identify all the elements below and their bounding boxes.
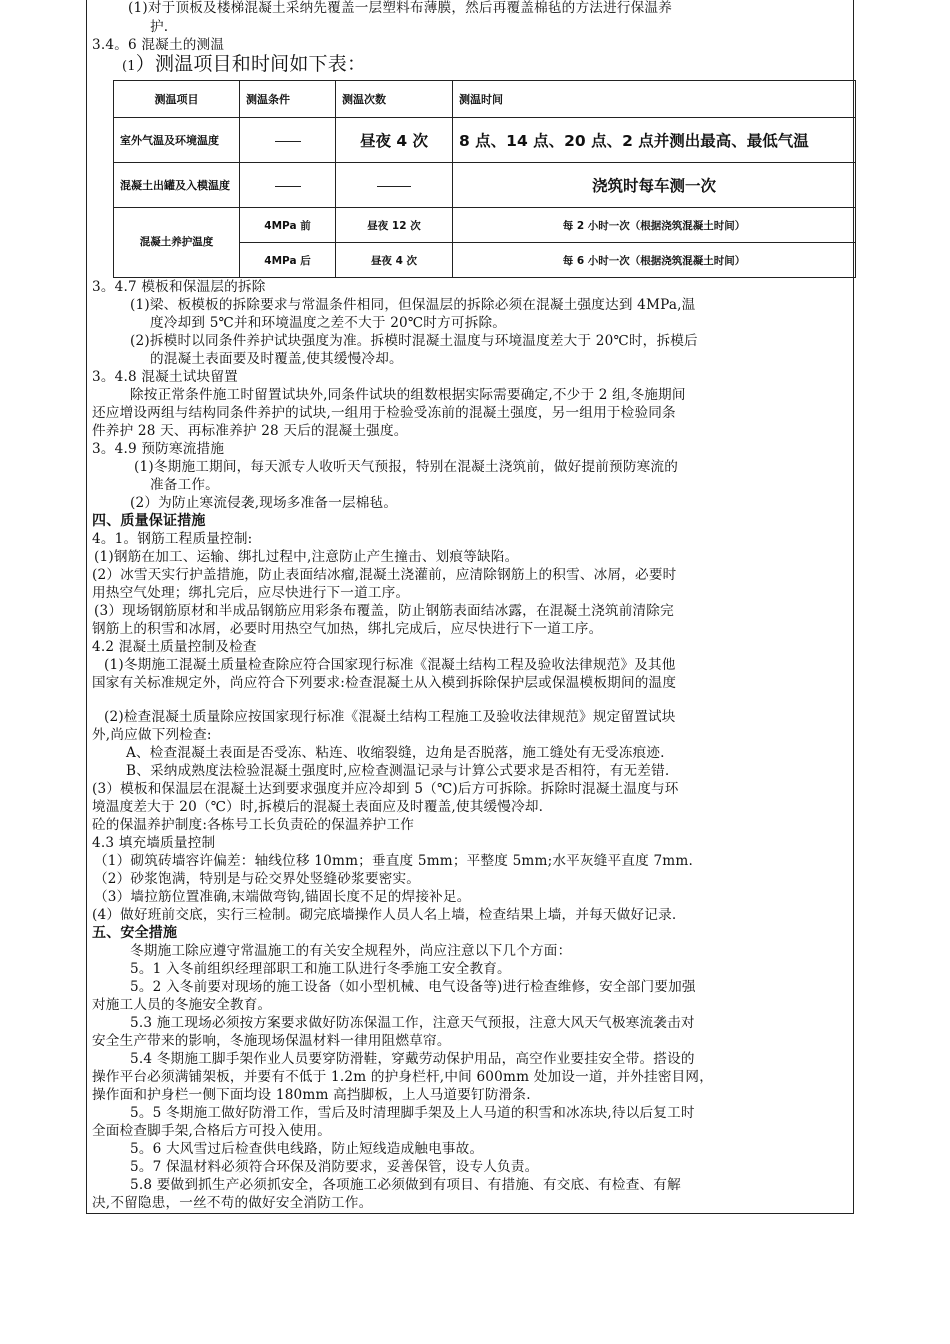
table-header: 测温项目 bbox=[114, 81, 240, 118]
text-line: （3）墙拉筋位置准确,末端做弯钩,锚固长度不足的焊接补足。 bbox=[94, 889, 471, 905]
chapter-heading: 五、安全措施 bbox=[92, 925, 178, 941]
table-title bbox=[122, 53, 367, 75]
table-header: 测温条件 bbox=[240, 81, 336, 118]
text-line: (2）冰雪天实行护盖措施，防止表面结冰瘤,混凝土浇灌前，应清除钢筋上的积雪、冰屑，必要时 bbox=[92, 567, 677, 583]
text-line: (3）现场钢筋原材和半成品钢筋应用彩条布覆盖，防止钢筋表面结冰露，在混凝土浇筑前清除完 bbox=[94, 603, 674, 619]
text-line: 国家有关标准规定外，尚应符合下列要求:检查混凝土从入模到拆除保护层或保温模板期间的温度 bbox=[92, 675, 677, 691]
section-heading: 4。1。钢筋工程质量控制: bbox=[92, 531, 253, 547]
table-cell: 每 2 小时一次（根据浇筑混凝土时间） bbox=[453, 208, 856, 243]
text-line: 5.8 要做到抓生产必须抓安全，各项施工必须做到有项目、有措施、有交底、有检查、有解 bbox=[130, 1177, 681, 1193]
text-line: 境温度差大于 20（℃）时,拆模后的混凝土表面应及时覆盖,使其缓慢冷却. bbox=[92, 799, 544, 815]
section-heading: 3.4。6 混凝土的测温 bbox=[92, 37, 225, 53]
text-line: 准备工作。 bbox=[150, 477, 219, 493]
text-line: 的混凝土表面要及时覆盖,使其缓慢冷却。 bbox=[150, 351, 403, 367]
text-line: 还应增设两组与结构同条件养护的试块,一组用于检验受冻前的混凝土强度，另一组用于检验同条 bbox=[92, 405, 676, 421]
text-line: (1)钢筋在加工、运输、绑扎过程中,注意防止产生撞击、划痕等缺陷。 bbox=[94, 549, 519, 565]
table-cell: 混凝土出罐及入模温度 bbox=[114, 163, 240, 208]
text-line: 外,尚应做下列检查: bbox=[92, 727, 212, 743]
text-line: 护. bbox=[150, 19, 169, 35]
table-cell: 室外气温及环境温度 bbox=[114, 118, 240, 163]
text-line: 用热空气处理；绑扎完后，应尽快进行下一道工序。 bbox=[92, 585, 410, 601]
text-line: 5。6 大风雪过后检查供电线路，防止短线造成触电事故。 bbox=[130, 1141, 484, 1157]
text-line: (2)拆模时以同条件养护试块强度为准。拆模时混凝土温度与环境温度差大于 20℃时，拆模后 bbox=[130, 333, 698, 349]
table-row bbox=[114, 208, 856, 243]
text-line: 5。1 入冬前组织经理部职工和施工队进行冬季施工安全教育。 bbox=[130, 961, 511, 977]
text-line: 对施工人员的冬施安全教育。 bbox=[92, 997, 272, 1013]
text-line: (4）做好班前交底，实行三检制。砌完底墙操作人员人名上墙，检查结果上墙，并每天做好记录. bbox=[92, 907, 677, 923]
text-line: A、检查混凝土表面是否受冻、粘连、收缩裂缝，边角是否脱落，施工缝处有无受冻痕迹. bbox=[126, 745, 665, 761]
table-cell-blank bbox=[240, 163, 336, 208]
table-header-row bbox=[114, 81, 856, 118]
text-line: 除按正常条件施工时留置试块外,同条件试块的组数根据实际需要确定,不少于 2 组,冬施期间 bbox=[130, 387, 686, 403]
text-line: 5.4 冬期施工脚手架作业人员要穿防滑鞋，穿戴劳动保护用品，高空作业要挂安全带。搭设的 bbox=[130, 1051, 695, 1067]
text-line: 5。5 冬期施工做好防滑工作，雪后及时清理脚手架及上人马道的积雪和冰冻块,待以后复工时 bbox=[130, 1105, 695, 1121]
table-title-text: ）测温项目和时间如下表： bbox=[135, 53, 367, 75]
text-line: 安全生产带来的影响，冬施现场保温材料一律用阻燃草帘。 bbox=[92, 1033, 451, 1049]
table-title-number: (1 bbox=[122, 59, 136, 74]
table-cell: 每 6 小时一次（根据浇筑混凝土时间） bbox=[453, 243, 856, 278]
table-cell: 8 点、14 点、20 点、2 点并测出最高、最低气温 bbox=[453, 118, 856, 163]
text-line: (3）模板和保温层在混凝土达到要求强度并应冷却到 5（℃)后方可拆除。拆除时混凝土温度与环 bbox=[92, 781, 679, 797]
table-cell: 昼夜 12 次 bbox=[336, 208, 453, 243]
text-line: （1）砌筑砖墙容许偏差：轴线位移 10mm；垂直度 5mm；平整度 5mm;水平灰缝平直度 7mm. bbox=[94, 853, 694, 869]
section-heading: 3。4.8 混凝土试块留置 bbox=[92, 369, 238, 385]
table-cell-blank bbox=[240, 118, 336, 163]
table-cell: 4MPa 后 bbox=[240, 243, 336, 278]
text-line: 5.3 施工现场必须按方案要求做好防冻保温工作，注意天气预报，注意大风天气极寒流袭击对 bbox=[130, 1015, 695, 1031]
section-heading: 4.3 填充墙质量控制 bbox=[92, 835, 216, 851]
table-cell: 混凝土养护温度 bbox=[114, 208, 240, 278]
section-heading: 3。4.7 模板和保温层的拆除 bbox=[92, 279, 266, 295]
text-line: 全面检查脚手架,合格后方可投入使用。 bbox=[92, 1123, 332, 1139]
text-line: 钢筋上的积雪和冰屑，必要时用热空气加热，绑扎完成后，应尽快进行下一道工序。 bbox=[92, 621, 603, 637]
text-line: (1)梁、板模板的拆除要求与常温条件相同，但保温层的拆除必须在混凝土强度达到 4MPa,温 bbox=[130, 297, 696, 313]
table-cell: 昼夜 4 次 bbox=[336, 243, 453, 278]
text-line: (1)冬期施工期间，每天派专人收听天气预报，特别在混凝土浇筑前，做好提前预防寒流的 bbox=[134, 459, 679, 475]
section-heading: 3。4.9 预防寒流措施 bbox=[92, 441, 225, 457]
table-cell: 4MPa 前 bbox=[240, 208, 336, 243]
text-line: 砼的保温养护制度:各栋号工长负责砼的保温养护工作 bbox=[92, 817, 415, 833]
table-cell-blank bbox=[336, 163, 453, 208]
text-line: 冬期施工除应遵守常温施工的有关安全规程外，尚应注意以下几个方面： bbox=[130, 943, 572, 959]
text-line: 决,不留隐患，一丝不苟的做好安全消防工作。 bbox=[92, 1195, 373, 1211]
text-line: (2)检查混凝土质量除应按国家现行标准《混凝土结构工程施工及验收法律规范》规定留置试块 bbox=[104, 709, 676, 725]
temperature-table bbox=[113, 80, 856, 278]
text-line: (1)对于顶板及楼梯混凝土采纳先覆盖一层塑料布薄膜，然后再覆盖棉毡的方法进行保温养 bbox=[128, 0, 673, 16]
text-line: B、采纳成熟度法检验混凝土强度时,应检查测温记录与计算公式要求是否相符，有无差错. bbox=[126, 763, 670, 779]
chapter-heading: 四、质量保证措施 bbox=[92, 513, 206, 529]
text-line: 操作平台必须满铺架板，并要有不低于 1.2m 的护身栏杆,中间 600mm 处加设一道，并外挂密目网， bbox=[92, 1069, 714, 1085]
text-line: （2）砂浆饱满，特别是与砼交界处竖缝砂浆要密实。 bbox=[94, 871, 421, 887]
text-line: (1)冬期施工混凝土质量检查除应符合国家现行标准《混凝土结构工程及验收法律规范》及其他 bbox=[104, 657, 676, 673]
text-line: 5。7 保温材料必须符合环保及消防要求，妥善保管，设专人负责。 bbox=[130, 1159, 539, 1175]
text-line: 5。2 入冬前要对现场的施工设备（如小型机械、电气设备等)进行检查维修，安全部门要加强 bbox=[130, 979, 696, 995]
table-cell: 昼夜 4 次 bbox=[336, 118, 453, 163]
table-header: 测温次数 bbox=[336, 81, 453, 118]
text-line: (2）为防止寒流侵袭,现场多准备一层棉毡。 bbox=[130, 495, 398, 511]
table-header: 测温时间 bbox=[453, 81, 856, 118]
text-line: 操作面和护身栏一侧下面均设 180mm 高挡脚板，上人马道要钉防滑条. bbox=[92, 1087, 531, 1103]
table-row bbox=[114, 118, 856, 163]
section-heading: 4.2 混凝土质量控制及检查 bbox=[92, 639, 257, 655]
text-line: 度冷却到 5℃并和环境温度之差不大于 20℃时方可拆除。 bbox=[150, 315, 507, 331]
table-row bbox=[114, 163, 856, 208]
table-cell: 浇筑时每车测一次 bbox=[453, 163, 856, 208]
text-line: 件养护 28 天、再标准养护 28 天后的混凝土强度。 bbox=[92, 423, 408, 439]
